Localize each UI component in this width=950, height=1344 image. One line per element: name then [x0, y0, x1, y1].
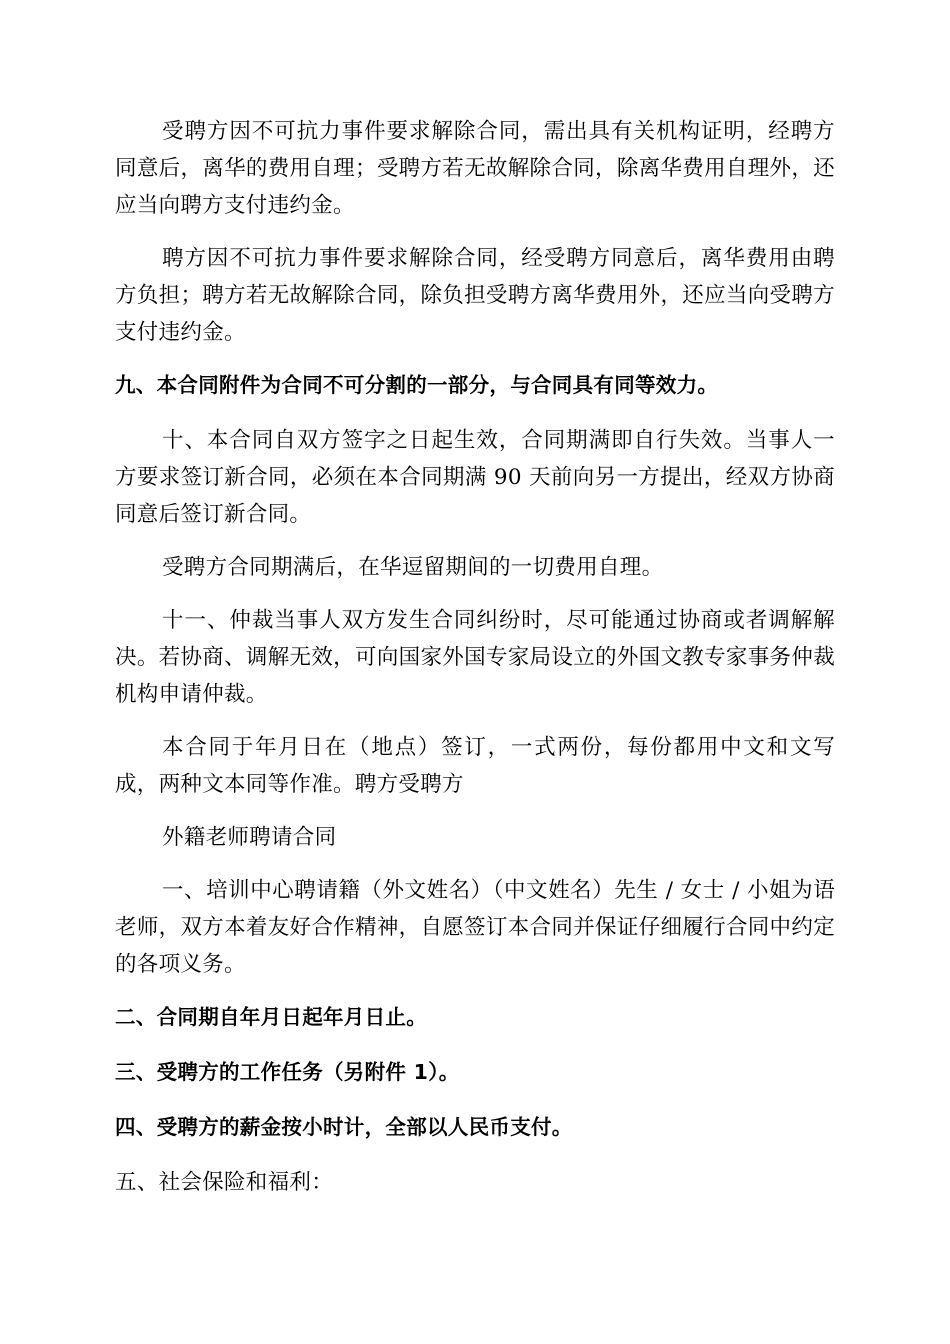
clause-2-heading: 二、合同期自年月日起年月日止。	[115, 1005, 427, 1029]
clause-3-heading: 三、受聘方的工作任务（另附件 1）。	[115, 1060, 460, 1084]
document-page	[115, 113, 835, 1217]
clause-1-paragraph: 一、培训中心聘请籍（外文姓名）（中文姓名）先生 / 女士 / 小姐为语老师，双方本着友好合作精神，自愿签订本合同并保证仔细履行合同中约定的各项义务。	[115, 878, 835, 977]
clause-5-heading: 五、社会保险和福利：	[115, 1170, 334, 1195]
clause-11-paragraph: 十一、仲裁当事人双方发生合同纠纷时，尽可能通过协商或者调解解决。若协商、调解无效，可向国家外国专家局设立的外国文教专家事务仲裁机构申请仲裁。	[115, 608, 835, 707]
paragraph-signing: 本合同于年月日在（地点）签订，一式两份，每份都用中文和文写成，两种文本同等作准。聘方受聘方	[115, 735, 835, 797]
clause-10-paragraph: 十、本合同自双方签字之日起生效，合同期满即自行失效。当事人一方要求签订新合同，必须在本合同期满 90 天前向另一方提出，经双方协商同意后签订新合同。	[115, 428, 835, 527]
contract-title: 外籍老师聘请合同	[162, 825, 337, 850]
paragraph-expiry-expenses: 受聘方合同期满后，在华逗留期间的一切费用自理。	[162, 555, 664, 580]
paragraph-termination-by-employer: 聘方因不可抗力事件要求解除合同，经受聘方同意后，离华费用由聘方负担；聘方若无故解除合同，除负担受聘方离华费用外，还应当向受聘方支付违约金。	[115, 246, 835, 345]
clause-9-heading: 九、本合同附件为合同不可分割的一部分，与合同具有同等效力。	[115, 373, 719, 397]
clause-4-heading: 四、受聘方的薪金按小时计，全部以人民币支付。	[115, 1115, 573, 1139]
paragraph-termination-by-employee: 受聘方因不可抗力事件要求解除合同，需出具有关机构证明，经聘方同意后，离华的费用自理；受聘方若无故解除合同，除离华费用自理外，还应当向聘方支付违约金。	[115, 119, 835, 218]
